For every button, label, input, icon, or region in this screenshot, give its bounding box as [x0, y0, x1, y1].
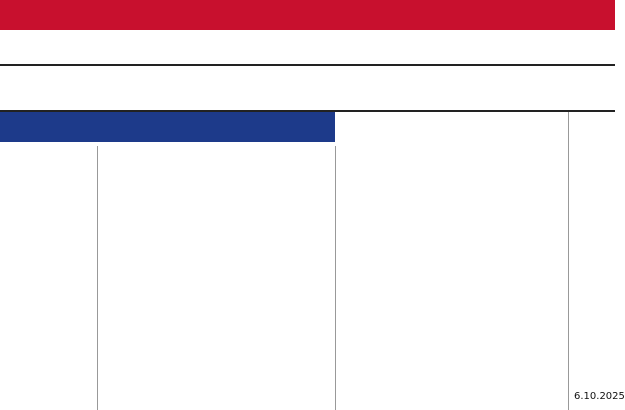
- headline-line-2: [0, 30, 615, 64]
- headline-line-1: [0, 0, 615, 30]
- date-line: 6.10.2025: [574, 391, 625, 402]
- column-1: [0, 146, 98, 410]
- column-4: [570, 112, 615, 410]
- column-3: [337, 112, 569, 410]
- signature-block: [574, 389, 625, 404]
- column-2: [99, 146, 336, 410]
- section-banner: [0, 112, 335, 142]
- headline-line-3: [0, 66, 615, 110]
